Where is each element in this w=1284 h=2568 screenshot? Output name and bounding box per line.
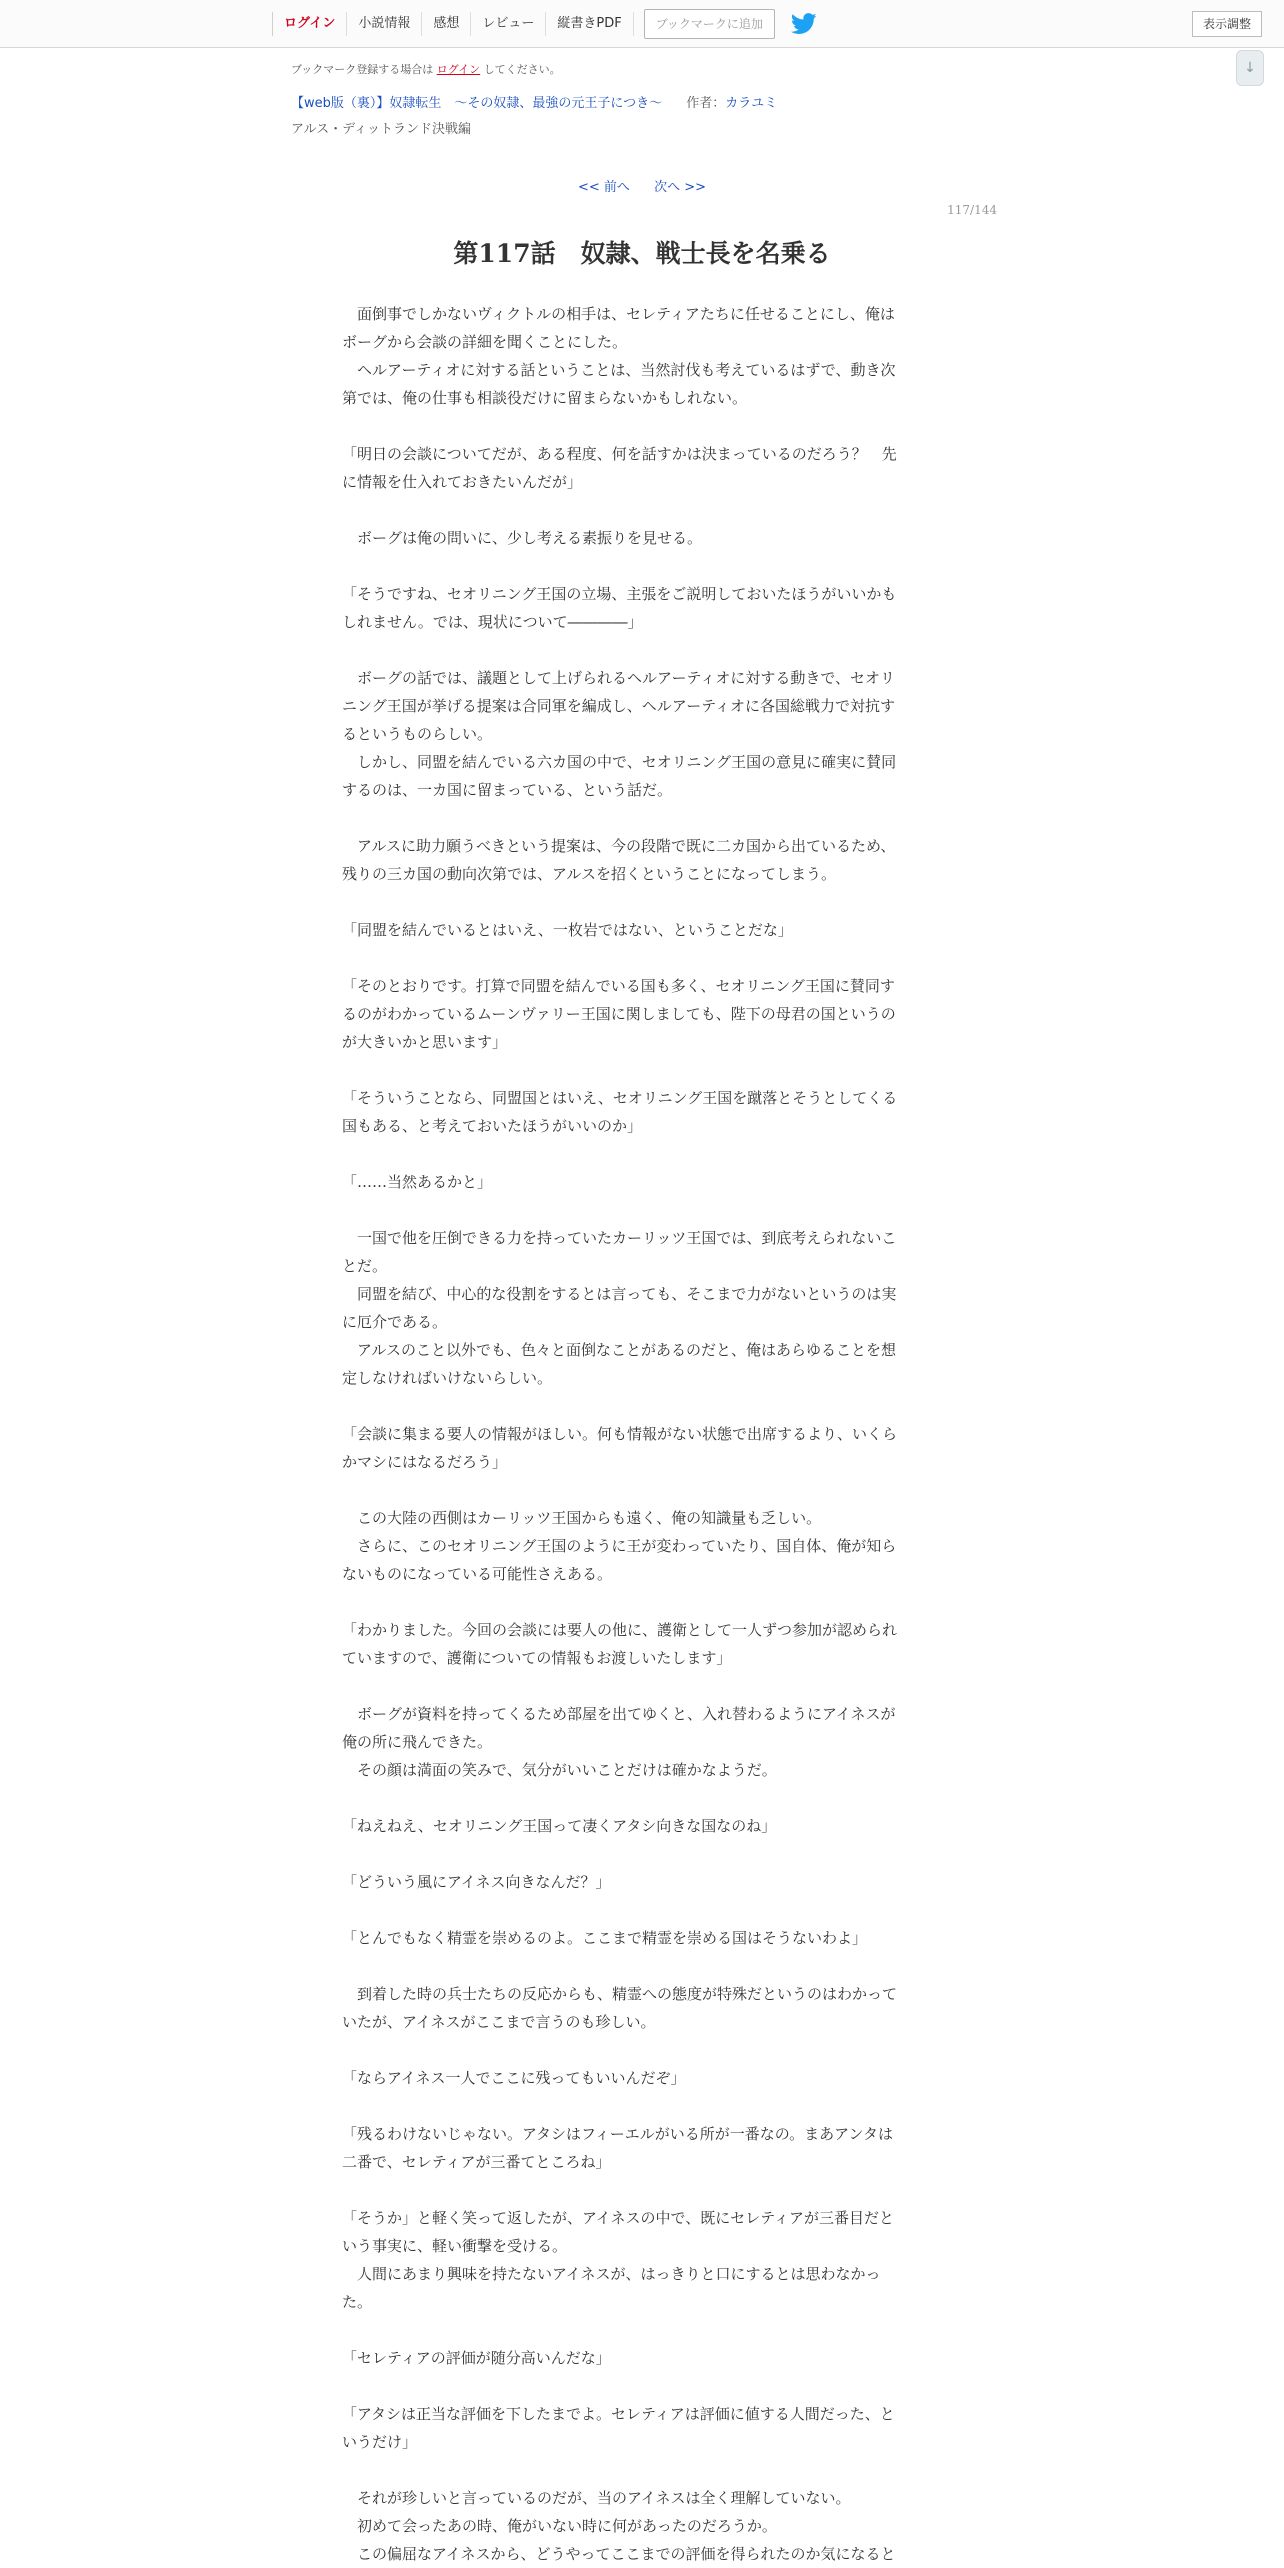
- body-line: 「明日の会談についてだが、ある程度、何を話すかは決まっているのだろう？ 先: [342, 445, 897, 463]
- login-notice-suffix: してください。: [483, 63, 561, 76]
- blank-line: [342, 1588, 936, 1616]
- blank-line: [342, 552, 936, 580]
- blank-line: [342, 2372, 936, 2400]
- body-line: に厄介である。: [342, 1313, 448, 1331]
- page-count: 117/144: [947, 203, 997, 217]
- blank-line: [342, 1672, 936, 1700]
- blank-line: [342, 1784, 936, 1812]
- blank-line: [342, 1840, 936, 1868]
- blank-line: [342, 636, 936, 664]
- body-line: さらに、このセオリニング王国のように王が変わっていたり、国自体、俺が知ら: [342, 1537, 897, 1555]
- top-navigation-bar: [0, 0, 1284, 48]
- body-line: 「そのとおりです。打算で同盟を結んでいる国も多く、セオリニング王国に賛同す: [342, 977, 895, 995]
- body-line: 「どういう風にアイネス向きなんだ？」: [342, 1873, 611, 1891]
- body-line: 「アタシは正当な評価を下したまでよ。セレティアは評価に値する人間だった、と: [342, 2405, 895, 2423]
- blank-line: [342, 412, 936, 440]
- blank-line: [342, 2036, 936, 2064]
- body-line: しかし、同盟を結んでいる六カ国の中で、セオリニング王国の意見に確実に賛同: [342, 753, 897, 771]
- body-line: に情報を仕入れておきたいんだが」: [342, 473, 583, 491]
- body-line: ないものになっている可能性さえある。: [342, 1565, 613, 1583]
- blank-line: [342, 1056, 936, 1084]
- nav-impressions-link[interactable]: 感想: [421, 12, 470, 36]
- body-line: アルスのこと以外でも、色々と面倒なことがあるのだと、俺はあらゆることを想: [342, 1341, 896, 1359]
- login-notice-prefix: ブックマーク登録する場合は: [291, 63, 434, 76]
- body-line: 「会談に集まる要人の情報がほしい。何も情報がない状態で出席するより、いくら: [342, 1425, 898, 1443]
- blank-line: [342, 496, 936, 524]
- blank-line: [342, 2092, 936, 2120]
- body-line: いう事実に、軽い衝撃を受ける。: [342, 2237, 568, 2255]
- body-line: 俺の所に飛んできた。: [342, 1733, 493, 1751]
- body-line: 一国で他を圧倒できる力を持っていたカーリッツ王国では、到底考えられないこ: [342, 1229, 897, 1247]
- body-line: ニング王国が挙げる提案は合同軍を編成し、ヘルアーティオに各国総戦力で対抗す: [342, 697, 896, 715]
- login-notice-link[interactable]: ログイン: [436, 63, 481, 76]
- body-line: 到着した時の兵士たちの反応からも、精霊への態度が特殊だというのはわかって: [342, 1985, 898, 2003]
- body-line: 残りの三カ国の動向次第では、アルスを招くということになってしまう。: [342, 865, 836, 883]
- pager: [0, 176, 1284, 195]
- body-line: 二番で、セレティアが三番てところね」: [342, 2153, 611, 2171]
- nav-login-link[interactable]: ログイン: [272, 12, 346, 36]
- blank-line: [342, 888, 936, 916]
- novel-title-link[interactable]: 【web版（裏）】奴隷転生 ～その奴隷、最強の元王子につき～: [291, 96, 663, 111]
- nav-vertical-pdf-link[interactable]: 縦書きPDF: [545, 12, 633, 36]
- body-line: 「そういうことなら、同盟国とはいえ、セオリニング王国を蹴落とそうとしてくる: [342, 1089, 898, 1107]
- body-line: 第では、俺の仕事も相談役だけに留まらないかもしれない。: [342, 389, 748, 407]
- nav-review-link[interactable]: レビュー: [470, 12, 545, 36]
- body-line: するのは、一カ国に留まっている、という話だ。: [342, 781, 673, 799]
- chapter-group-title: アルス・ディットランド決戦編: [291, 122, 472, 137]
- blank-line: [342, 2316, 936, 2344]
- display-adjust-button[interactable]: 表示調整: [1192, 11, 1262, 37]
- body-line: とだ。: [342, 1257, 388, 1275]
- novel-body: [342, 300, 936, 2568]
- add-bookmark-button[interactable]: ブックマークに追加: [644, 9, 775, 39]
- body-line: 「……当然あるかと」: [342, 1173, 493, 1191]
- body-line: この偏屈なアイネスから、どうやってここまでの評価を得られたのか気になると: [342, 2545, 896, 2563]
- next-page-link[interactable]: 次へ >>: [654, 180, 706, 195]
- body-line: いたが、アイネスがここまで言うのも珍しい。: [342, 2013, 656, 2031]
- body-line: 定しなければいけないらしい。: [342, 1369, 553, 1387]
- author-label: 作者：: [686, 96, 726, 111]
- body-line: 「そうか」と軽く笑って返したが、アイネスの中で、既にセレティアが三番目だと: [342, 2209, 895, 2227]
- blank-line: [342, 804, 936, 832]
- series-line: [291, 92, 1011, 111]
- blank-line: [342, 2456, 936, 2484]
- body-line: 国もある、と考えておいたほうがいいのか」: [342, 1117, 643, 1135]
- blank-line: [342, 1476, 936, 1504]
- body-line: ヘルアーティオに対する話ということは、当然討伐も考えているはずで、動き次: [342, 361, 896, 379]
- blank-line: [342, 2176, 936, 2204]
- body-line: 「同盟を結んでいるとはいえ、一枚岩ではない、ということだな」: [342, 921, 793, 939]
- blank-line: [342, 1896, 936, 1924]
- body-line: いうだけ」: [342, 2433, 418, 2451]
- body-line: 「ならアイネス一人でここに残ってもいいんだぞ」: [342, 2069, 686, 2087]
- novel-header: [291, 61, 1011, 137]
- body-line: るのがわかっているムーンヴァリー王国に関しましても、陛下の母君の国というの: [342, 1005, 896, 1023]
- body-line: しれません。では、現状について――――」: [342, 613, 643, 631]
- main-nav: [272, 0, 817, 47]
- body-line: 人間にあまり興味を持たないアイネスが、はっきりと口にするとは思わなかっ: [342, 2265, 881, 2283]
- body-line: ボーグが資料を持ってくるため部屋を出てゆくと、入れ替わるようにアイネスが: [342, 1705, 896, 1723]
- body-line: ていますので、護衛についての情報もお渡しいたします」: [342, 1649, 732, 1667]
- body-line: 「わかりました。今回の会談には要人の他に、護衛として一人ずつ参加が認められ: [342, 1621, 898, 1639]
- blank-line: [342, 1952, 936, 1980]
- body-line: ボーグの話では、議題として上げられるヘルアーティオに対する動きで、セオリ: [342, 669, 896, 687]
- body-line: かマシにはなるだろう」: [342, 1453, 508, 1471]
- blank-line: [342, 944, 936, 972]
- body-line: 「とんでもなく精霊を崇めるのよ。ここまで精霊を崇める国はそうないわよ」: [342, 1929, 868, 1947]
- scroll-down-button[interactable]: ↓: [1236, 50, 1264, 86]
- prev-page-link[interactable]: << 前へ: [578, 180, 630, 195]
- body-line: ボーグから会談の詳細を聞くことにした。: [342, 333, 628, 351]
- body-line: 「そうですね、セオリニング王国の立場、主張をご説明しておいたほうがいいかも: [342, 585, 897, 603]
- body-line: 「ねえねえ、セオリニング王国って凄くアタシ向きな国なのね」: [342, 1817, 777, 1835]
- body-line: が大きいかと思います」: [342, 1033, 508, 1051]
- author-link[interactable]: カラユミ: [725, 96, 778, 111]
- body-line: るというものらしい。: [342, 725, 493, 743]
- body-line: 面倒事でしかないヴィクトルの相手は、セレティアたちに任せることにし、俺は: [342, 305, 895, 323]
- blank-line: [342, 1196, 936, 1224]
- chapter-title: 第117話 奴隷、戦士長を名乗る: [453, 239, 831, 268]
- login-notice: [291, 61, 1011, 77]
- body-line: アルスに助力願うべきという提案は、今の段階で既に二カ国から出ているため、: [342, 837, 896, 855]
- nav-novel-info-link[interactable]: 小説情報: [346, 12, 421, 36]
- body-line: ボーグは俺の問いに、少し考える素振りを見せる。: [342, 529, 703, 547]
- body-line: この大陸の西側はカーリッツ王国からも遠く、俺の知識量も乏しい。: [342, 1509, 822, 1527]
- twitter-bird-icon[interactable]: [791, 13, 817, 35]
- body-line: 初めて会ったあの時、俺がいない時に何があったのだろうか。: [342, 2517, 777, 2535]
- body-line: 同盟を結び、中心的な役割をするとは言っても、そこまで力がないというのは実: [342, 1285, 897, 1303]
- body-line: それが珍しいと言っているのだが、当のアイネスは全く理解していない。: [342, 2489, 851, 2507]
- blank-line: [342, 1392, 936, 1420]
- body-line: た。: [342, 2293, 373, 2311]
- body-line: 「セレティアの評価が随分高いんだな」: [342, 2349, 611, 2367]
- blank-line: [342, 1140, 936, 1168]
- body-line: 「残るわけないじゃない。アタシはフィーエルがいる所が一番なの。まあアンタは: [342, 2125, 893, 2143]
- body-line: その顔は満面の笑みで、気分がいいことだけは確かなようだ。: [342, 1761, 777, 1779]
